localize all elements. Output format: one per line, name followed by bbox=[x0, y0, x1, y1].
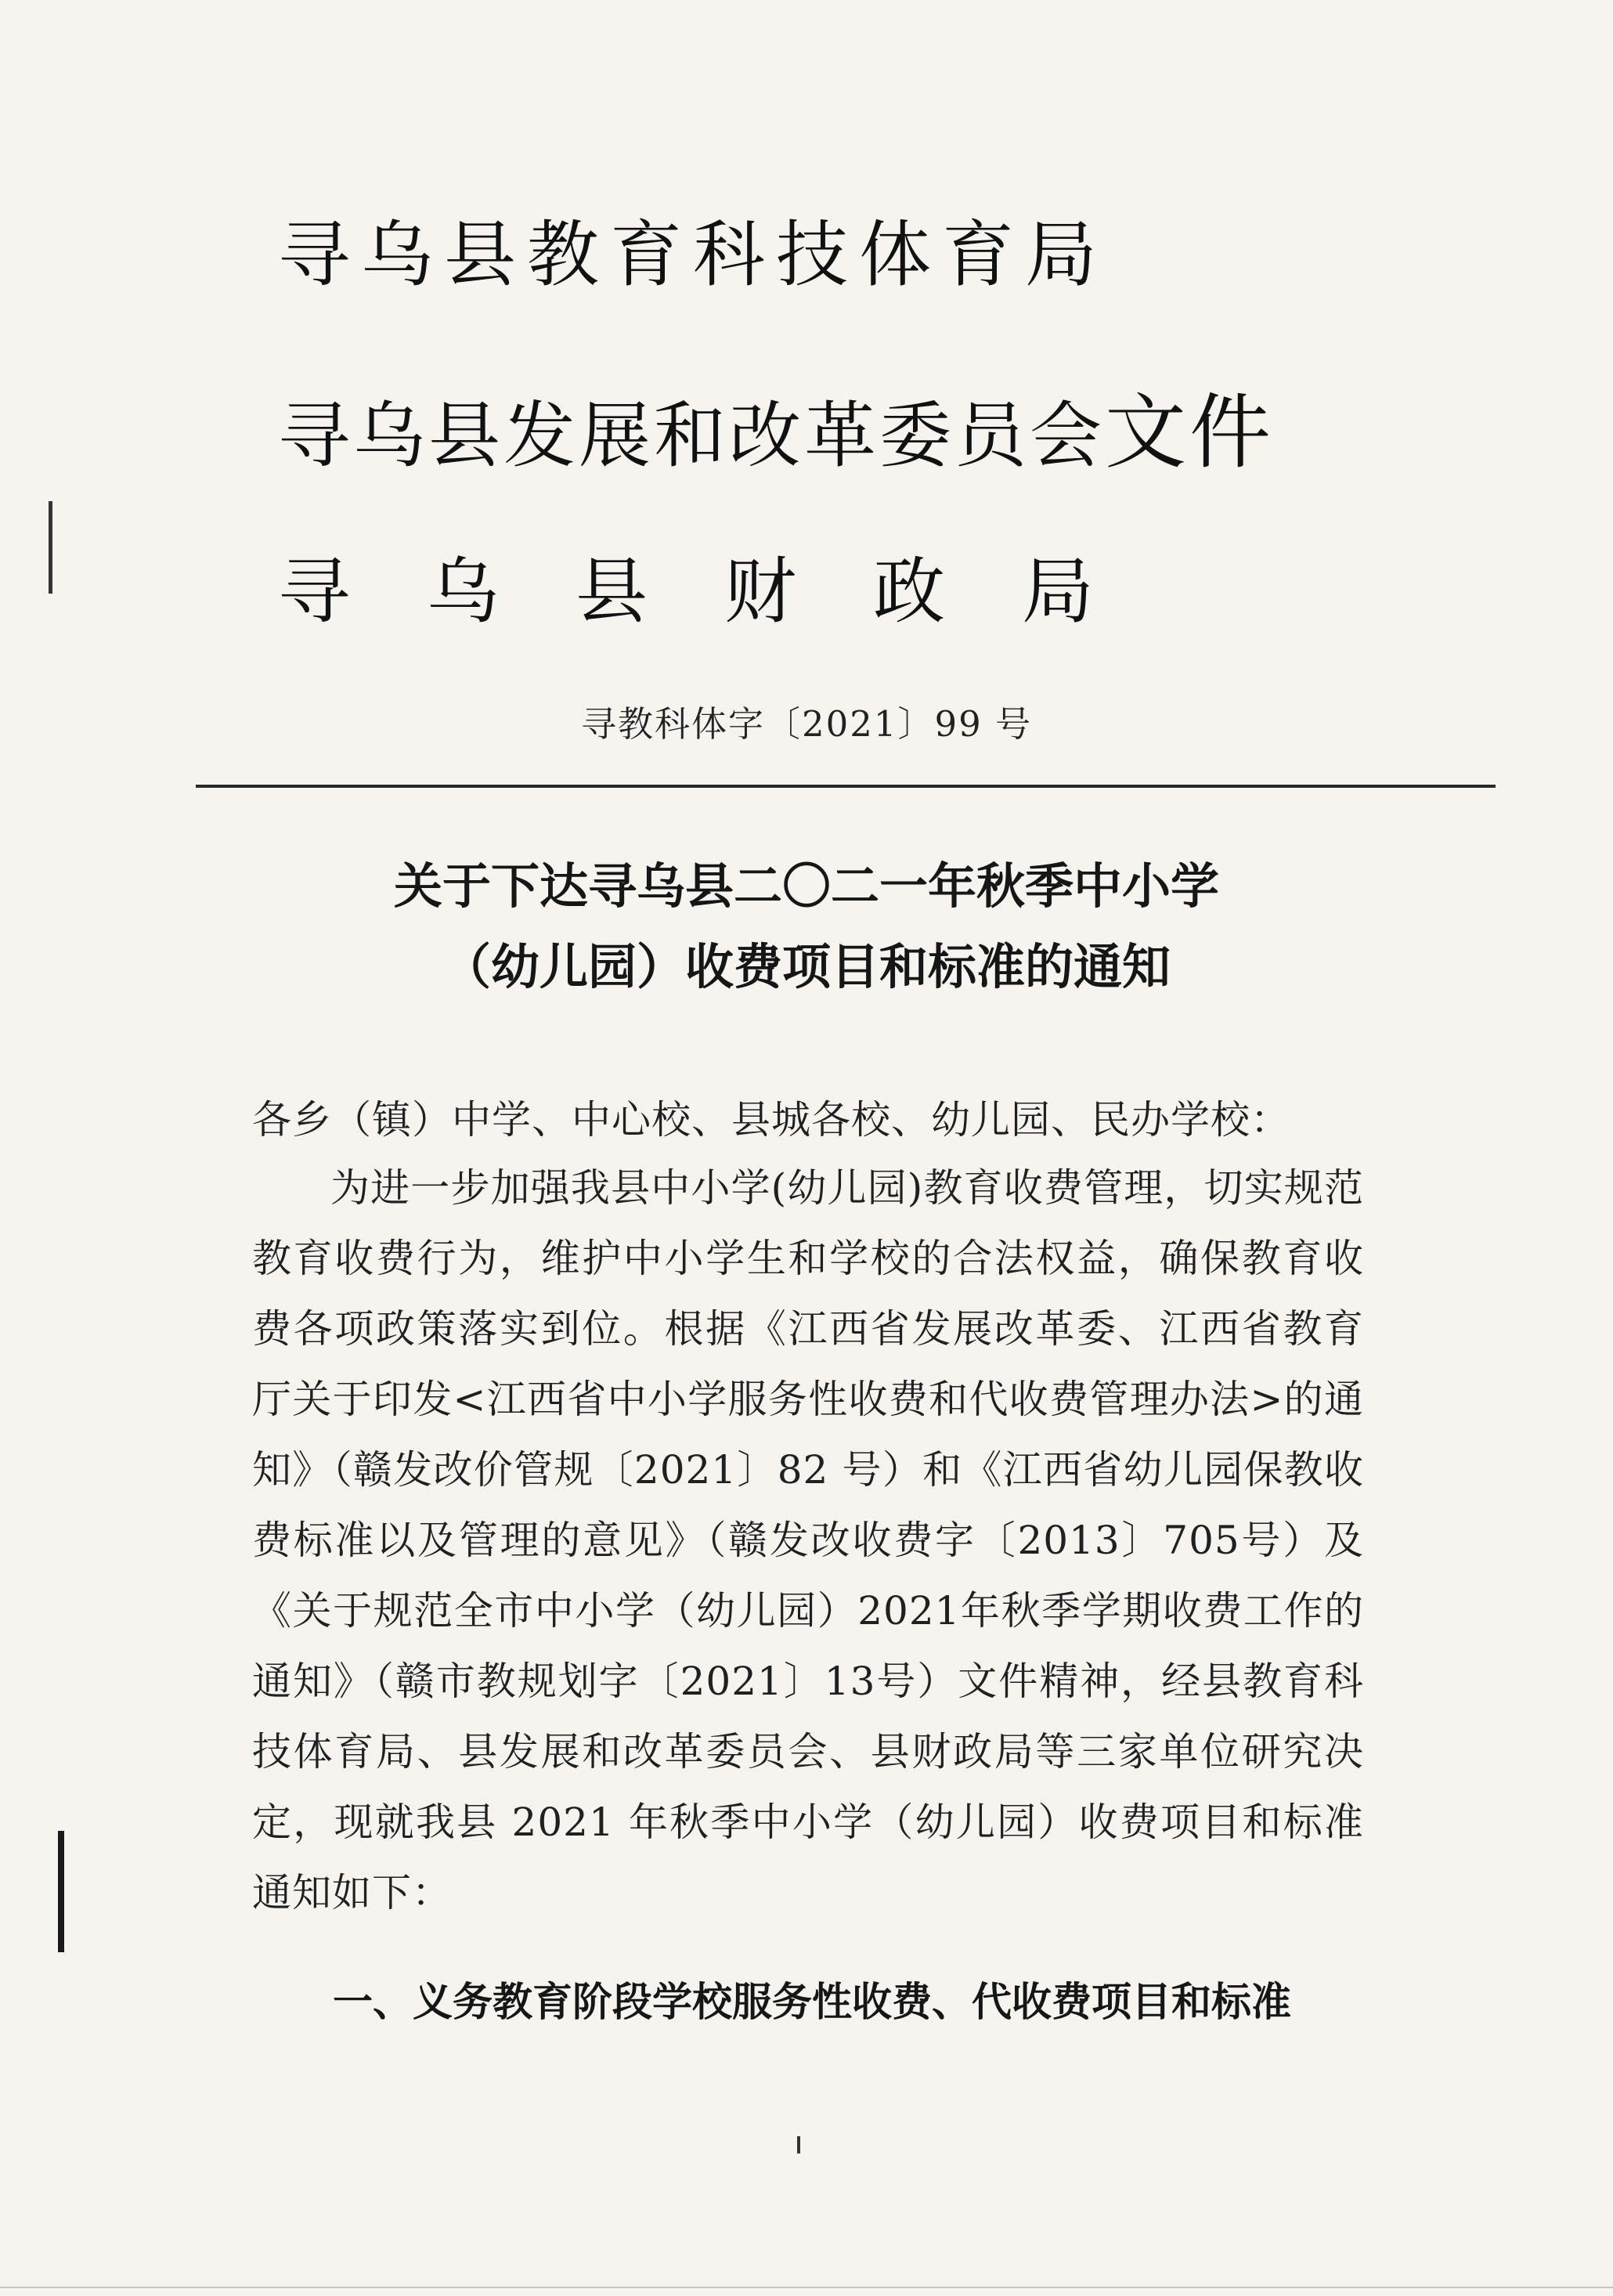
title-line-2: （幼儿园）收费项目和标准的通知 bbox=[442, 938, 1171, 995]
section-heading-1: 一、义务教育阶段学校服务性收费、代收费项目和标准 bbox=[333, 1980, 1292, 2026]
issuer-line-3: 寻乌县财政局 bbox=[278, 550, 1171, 634]
issuer-line-2 bbox=[278, 384, 1275, 480]
page-mark bbox=[797, 2136, 800, 2153]
issuer-suffix: 文件 bbox=[1105, 384, 1275, 480]
document-number: 寻教科体字〔2021〕99 号 bbox=[581, 703, 1033, 745]
binding-mark bbox=[58, 1831, 64, 1952]
issuer-line-2-text: 寻乌县发展和改革委员会 bbox=[278, 394, 1106, 478]
salutation: 各乡（镇）中学、中心校、县城各校、幼儿园、民办学校： bbox=[252, 1097, 1290, 1143]
binding-mark bbox=[49, 501, 52, 594]
title-line-1: 关于下达寻乌县二〇二一年秋季中小学 bbox=[393, 857, 1219, 915]
issuer-line-1: 寻乌县教育科技体育局 bbox=[278, 213, 1109, 297]
header-divider bbox=[196, 785, 1496, 788]
body-paragraph-1: 为进一步加强我县中小学(幼儿园)教育收费管理，切实规范教育收费行为，维护中小学生和学校的合法权益，确保教育收费各项政策落实到位。根据《江西省发展改革委、江西省教育厅关于印发<江西省中小学服务性收费和代收费管理办法>的通知》（赣发改价管规〔2021〕82 号）和《江西省幼儿园保教收费标准以及管理的意见》（赣发改收费字〔2013〕705号）及《关于规范全市中小学（幼儿园）2021年秋季学期收费工作的通知》（赣市教规划字〔2021〕13号）文件精神，经县教育科技体育局、县发展和改革委员会、县财政局等三家单位研究决定，现就我县 2021 年秋季中小学（幼儿园）收费项目和标准通知如下： bbox=[252, 1165, 1364, 1915]
scan-edge-line bbox=[0, 2287, 1613, 2288]
